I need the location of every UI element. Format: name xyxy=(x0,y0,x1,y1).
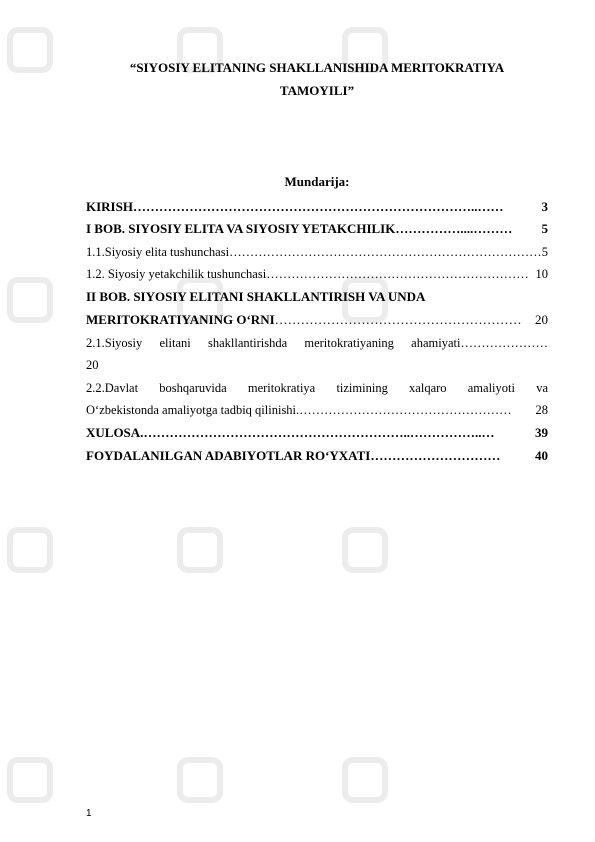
toc-label: XULOSA. xyxy=(86,425,144,440)
toc-leader-dots: ………………………… xyxy=(370,448,501,463)
toc-entry-bob-2-line-1[interactable]: II BOB. SIYOSIY ELITANI SHAKLLANTIRISH VA UNDA xyxy=(86,289,426,304)
toc-page-number: 3 xyxy=(541,199,548,214)
toc-leader-dots: ……………………………………………………………………..…… xyxy=(132,199,504,214)
contents-heading: Mundarija: xyxy=(284,174,350,189)
toc-page-number: 39 xyxy=(535,425,548,440)
toc-page-number: 20 xyxy=(535,312,548,327)
toc-leader-dots: ………………………………………………… xyxy=(274,312,522,327)
document-title-line-2: TAMOYILI” xyxy=(279,83,355,98)
toc-leader-dots: ……………………………………………………..……………..… xyxy=(143,425,495,440)
toc-entry-kirish[interactable] xyxy=(86,198,548,216)
toc-label: KIRISH xyxy=(86,199,133,214)
toc-word: amaliyoti xyxy=(467,381,515,395)
toc-label: O‘zbekistonda amaliyotga tadbiq qilinishi. xyxy=(86,403,300,417)
toc-word: meritokratiya xyxy=(247,381,316,395)
toc-word: shakllantirishda xyxy=(207,336,288,350)
toc-label: 1.2. Siyosiy yetakchilik tushunchasi xyxy=(86,267,267,281)
toc-entry-xulosa[interactable] xyxy=(86,424,548,442)
toc-leader-dots: ………………………………………………………………… xyxy=(229,245,542,259)
toc-entry-1-1[interactable] xyxy=(86,243,548,261)
toc-word: tizimining xyxy=(336,381,388,395)
toc-word: meritokratiyaning xyxy=(304,336,394,350)
document-title-line-1: “SIYOSIY ELITANING SHAKLLANISHIDA MERITOKRATIYA xyxy=(129,60,505,75)
toc-leader-dots: …………………………………………… xyxy=(299,403,512,417)
toc-label: FOYDALANILGAN ADABIYOTLAR RO‘YXATI xyxy=(86,448,371,463)
toc-entry-2-2[interactable] xyxy=(86,379,548,397)
toc-page-number: 40 xyxy=(535,448,548,463)
toc-leader-dots: ……………....……… xyxy=(395,221,513,236)
toc-entry-bob-2-line-2[interactable] xyxy=(86,311,548,329)
toc-word: boshqaruvida xyxy=(159,381,227,395)
toc-word: va xyxy=(536,381,548,395)
page-number: 1 xyxy=(86,808,92,819)
toc-entry-2-2-line-2[interactable] xyxy=(86,401,548,419)
toc-page-number: 5 xyxy=(541,245,548,259)
toc-entry-2-1-page: 20 xyxy=(86,358,99,372)
toc-leader-dots: ……………………………………………………… xyxy=(266,267,529,281)
toc-word: 2.1.Siyosiy xyxy=(86,336,143,350)
toc-page-number: 28 xyxy=(535,403,548,417)
toc-word: xalqaro xyxy=(409,381,447,395)
toc-entry-1-2[interactable] xyxy=(86,265,548,283)
toc-page-number: 5 xyxy=(541,221,548,236)
toc-label: MERITOKRATIYANING O‘RNI xyxy=(86,312,275,327)
toc-entry-adabiyotlar[interactable] xyxy=(86,447,548,465)
toc-entry-bob-1[interactable] xyxy=(86,220,548,238)
toc-page-number: 10 xyxy=(535,267,548,281)
toc-word: 2.2.Davlat xyxy=(86,381,139,395)
toc-label: 1.1.Siyosiy elita tushunchasi xyxy=(86,245,230,259)
toc-label: I BOB. SIYOSIY ELITA VA SIYOSIY YETAKCHILIK xyxy=(86,221,396,236)
toc-word: ahamiyati………………… xyxy=(411,336,548,350)
toc-entry-2-1[interactable] xyxy=(86,334,548,352)
toc-word: elitani xyxy=(159,336,191,350)
